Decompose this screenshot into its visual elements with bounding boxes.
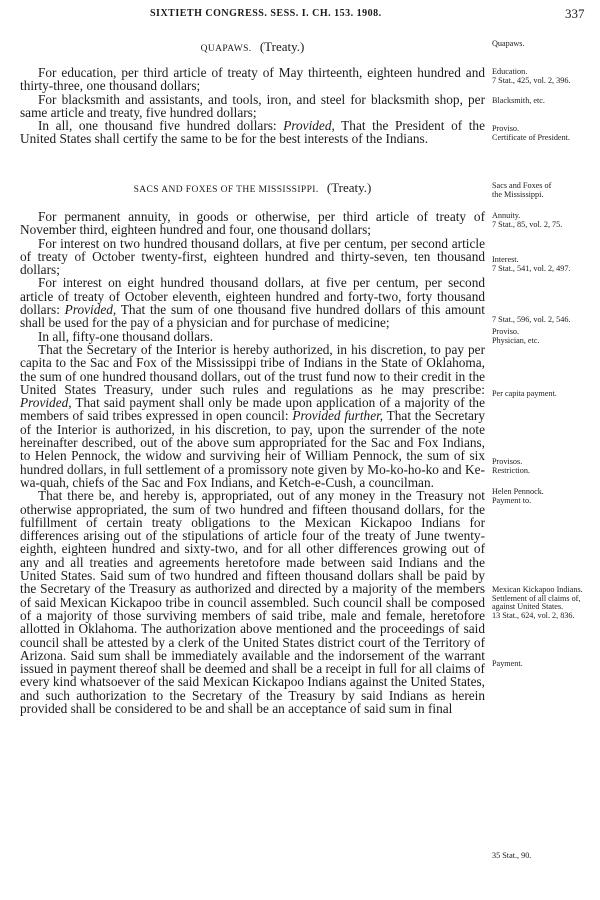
margin-note-sacs: Sacs and Foxes of the Mississippi. — [492, 181, 552, 199]
margin-note-kickapoo: Mexican Kickapoo Indians. Settlement of all claims of, against United States. 13 Stat., 624, vol. 2, 836. — [492, 585, 583, 620]
margin-note-provisos-restriction: Provisos. Restriction. — [492, 457, 530, 475]
margin-note-quapaws: Quapaws. — [492, 39, 525, 48]
section-title: QUAPAWS. — [200, 44, 252, 54]
section-heading-quapaws — [20, 40, 485, 56]
margin-note-payment: Payment. — [492, 659, 523, 668]
paragraph — [20, 119, 485, 146]
paragraph: For interest on two hundred thousand dollars, at five per centum, per second article of treaty of October twenty-first, eighteen hundred and thirty-seven, ten thousand dollars; — [20, 235, 485, 278]
margin-note-proviso-certificate: Proviso. Certificate of President. — [492, 124, 570, 142]
text-run: For interest on eight hundred thousand dollars, at five per centum, per second article of treaty of October eleventh, eighteen hundred and forty-two, forty thousand dollars: — [20, 275, 485, 318]
provided-italic: Provided, — [64, 302, 117, 318]
text-run: That the sum of one thousand five hundred dollars of this amount shall be used for the pay of a physician and for purchase of medicine; — [20, 302, 485, 331]
section-subtitle: (Treaty.) — [259, 39, 305, 54]
section-subtitle: (Treaty.) — [326, 180, 372, 195]
provided-italic: Provided, — [283, 118, 335, 134]
margin-note-helen-pennock: Helen Pennock. Payment to. — [492, 487, 544, 505]
paragraph — [20, 343, 485, 489]
quapaws-body — [20, 66, 485, 146]
margin-note-blacksmith: Blacksmith, etc. — [492, 96, 545, 105]
margin-note-annuity: Annuity. 7 Stat., 85, vol. 2, 75. — [492, 211, 563, 229]
paragraph: In all, fifty-one thousand dollars. — [38, 328, 214, 344]
margin-note-proviso-physician: Proviso. Physician, etc. — [492, 327, 540, 345]
provided-italic: Provided, — [20, 395, 72, 411]
paragraph: For education, per third article of treaty of May thirteenth, eighteen hundred and thirty-three, one thousand dollars; — [20, 65, 485, 94]
text-run: That the Secretary of the Interior is hereby authorized, in his discretion, to pay per capita to the Sac and Fox of the Mississippi tribe of Indians in the State of Oklahoma, the sum of one hundred thousand dollars, out of the trust fund now to their credit in the United States Treasury, under such rules and regulations as he may prescribe: — [20, 341, 485, 397]
text-run: That said payment shall only be made upon application of a majority of the members of said tribes expressed in open council: — [20, 395, 485, 424]
text-run: In all, one thousand five hundred dollars: — [38, 118, 277, 134]
provided-further-italic: Provided further, — [292, 408, 384, 424]
text-run: That the Secretary of the Interior is authorized, in his discretion, to pay, upon the surrender of the note hereinafter described, out of the above sum appropriated for the Sac and Fox Indians, to Helen Pennock, the widow and surviving heir of William Pennock, the sum of six hundred dollars, in full settlement of a promissory note given by Mo-ko-ho-ko and Ke-wa-quah, chiefs of the Sac and Fox Indians, and Ketch-e-Cush, a councilman. — [20, 408, 485, 490]
page-number: 337 — [565, 6, 585, 21]
margin-note-interest: Interest. 7 Stat., 541, vol. 2, 497. — [492, 255, 571, 273]
margin-note-education: Education. 7 Stat., 425, vol. 2, 396. — [492, 67, 571, 85]
paragraph: That there be, and hereby is, appropriated, out of any money in the Treasury not otherwise appropriated, the sum of two hundred and fifteen thousand dollars, for the fulfillment of certain treaty obligations to the Mexican Kickapoo Indians for differences arising out of the stipulations of article four of the treaty of June twenty-eighth, eighteen hundred and sixty-two, and for all other differences growing out of any and all treaties and agreements heretofore made between said Indians and the United States. Said sum of two hundred and fifteen thousand dollars shall be paid by the Secretary of the Treasury as authorized and directed by a majority of the members of said Mexican Kickapoo tribe in council assembled. Such council shall be composed of a majority of those surviving members of said tribe, male and female, heretofore allotted in Oklahoma. The authorization above mentioned and the proceedings of said council shall be attested by a clerk of the United States district court of the Territory of Arizona. Said sum shall be immediately available and the indorsement of the warrant issued in payment thereof shall be deemed and shall be a receipt in full for all claims of every kind whatsoever of the said Mexican Kickapoo Indians against the United States, and such authorization to the Secretary of the Treasury by said Indians as herein provided shall be considered to be and shall be an acceptance of said sum in final — [20, 488, 485, 716]
sacs-body — [20, 210, 485, 715]
margin-note-stat-35: 35 Stat., 90. — [492, 851, 532, 860]
text-run: That the President of the United States shall certify the same to be for the best interests of the Indians. — [20, 118, 485, 147]
section-heading-sacs — [20, 181, 485, 197]
paragraph — [20, 276, 485, 329]
section-title: SACS AND FOXES OF THE MISSISSIPPI. — [133, 185, 319, 195]
margin-note-stat-596: 7 Stat., 596, vol. 2, 546. — [492, 315, 571, 324]
margin-note-per-capita: Per capita payment. — [492, 389, 557, 398]
paragraph: For blacksmith and assistants, and tools, iron, and steel for blacksmith shop, per same article and treaty, five hundred dollars; — [20, 91, 485, 120]
running-head: SIXTIETH CONGRESS. SESS. I. CH. 153. 1908. — [150, 8, 382, 19]
paragraph: For permanent annuity, in goods or otherwise, per third article of treaty of November third, eighteen hundred and four, one thousand dollars; — [20, 209, 485, 238]
